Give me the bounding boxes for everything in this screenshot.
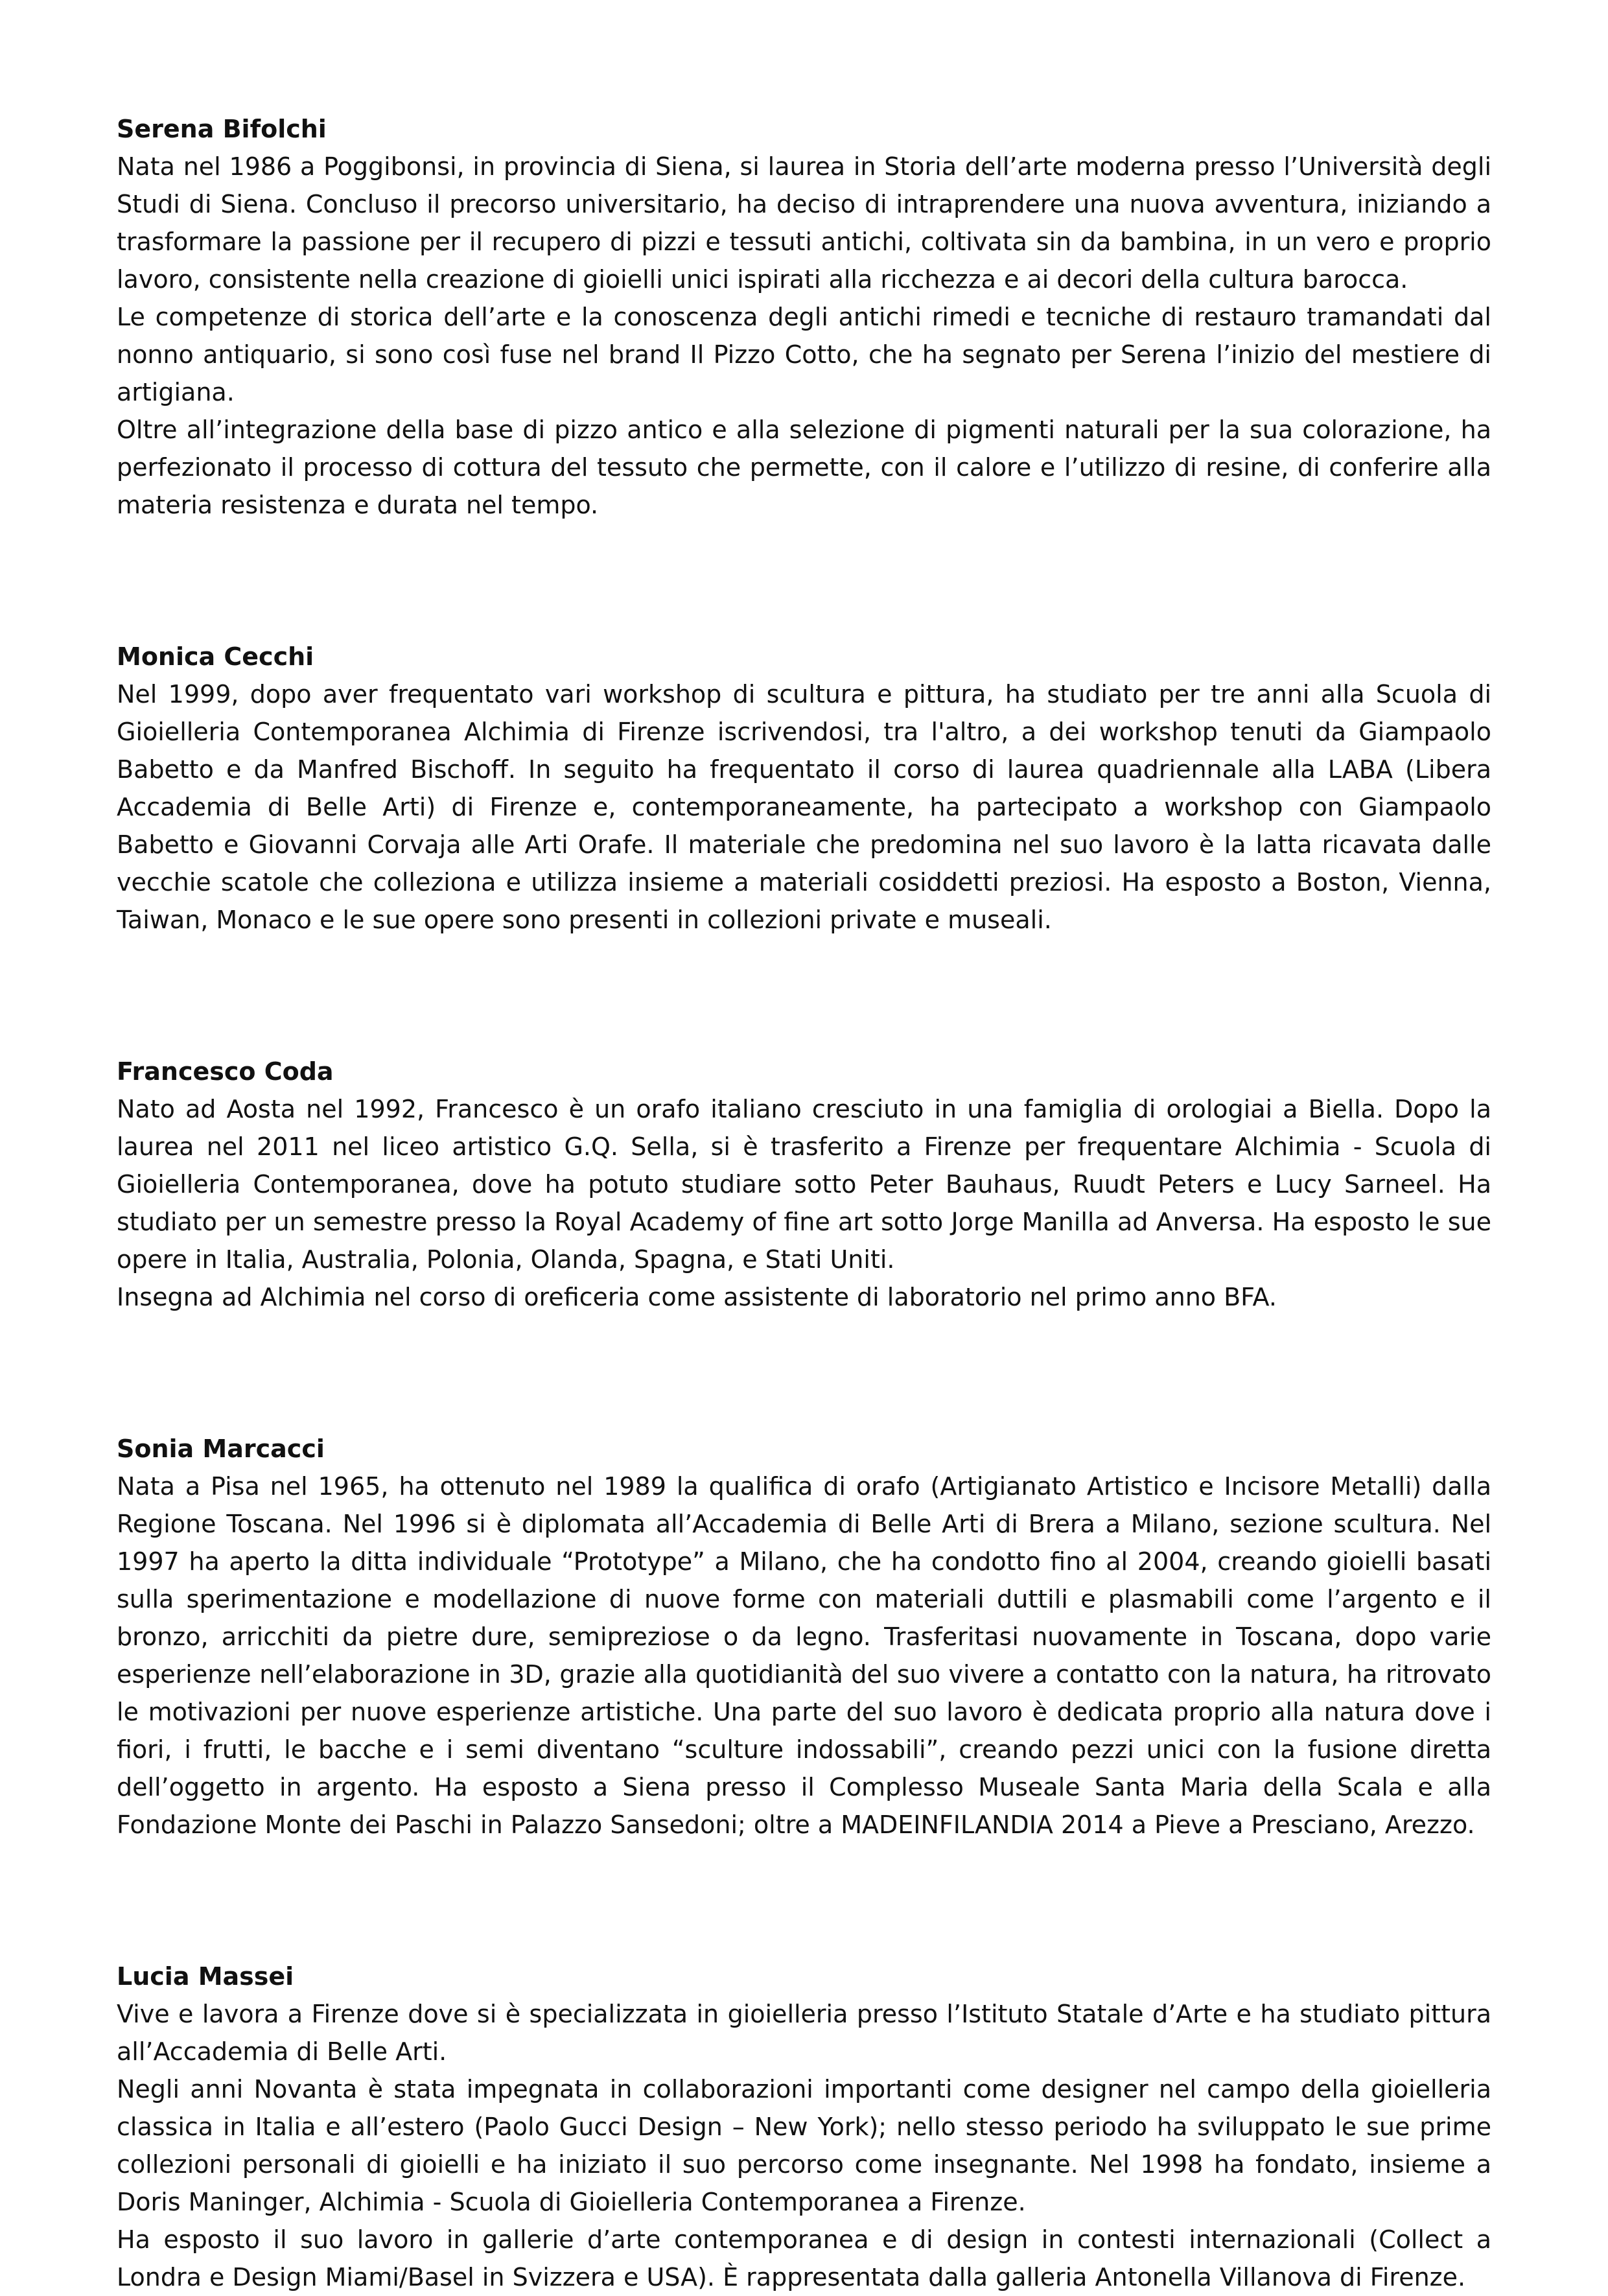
bio-section bbox=[117, 1430, 1491, 1844]
document-page bbox=[117, 110, 1491, 2296]
bio-section bbox=[117, 638, 1491, 939]
bio-name: Monica Cecchi bbox=[117, 642, 314, 671]
bio-paragraph: Vive e lavora a Firenze dove si è specializzata in gioielleria presso l’Istituto Statale d’Arte e ha studiato pittura all’Accademia di Belle Arti. bbox=[117, 2000, 1491, 2066]
bio-section bbox=[117, 1053, 1491, 1316]
bio-paragraph: Nato ad Aosta nel 1992, Francesco è un orafo italiano cresciuto in una famiglia di orologiai a Biella. Dopo la laurea nel 2011 nel liceo artistico G.Q. Sella, si è trasferito a Firenze per frequentare Alchimia - Scuola di Gioielleria Contemporanea, dove ha potuto studiare sotto Peter Bauhaus, Ruudt Peters e Lucy Sarneel. Ha studiato per un semestre presso la Royal Academy of fine art sotto Jorge Manilla ad Anversa. Ha esposto le sue opere in Italia, Australia, Polonia, Olanda, Spagna, e Stati Uniti. bbox=[117, 1095, 1491, 1274]
bio-name: Lucia Massei bbox=[117, 1962, 294, 1991]
bio-paragraph: Le competenze di storica dell’arte e la conoscenza degli antichi rimedi e tecniche di restauro tramandati dal nonno antiquario, si sono così fuse nel brand Il Pizzo Cotto, che ha segnato per Serena l’inizio del mestiere di artigiana. bbox=[117, 303, 1491, 406]
bio-name: Francesco Coda bbox=[117, 1057, 334, 1086]
bio-paragraph: Insegna ad Alchimia nel corso di oreficeria come assistente di laboratorio nel primo anno BFA. bbox=[117, 1283, 1277, 1311]
bio-section bbox=[117, 110, 1491, 524]
bio-name: Serena Bifolchi bbox=[117, 115, 327, 143]
bio-name: Sonia Marcacci bbox=[117, 1435, 325, 1463]
bio-paragraph: Ha esposto il suo lavoro in gallerie d’arte contemporanea e di design in contesti internazionali (Collect a Londra e Design Miami/Basel in Svizzera e USA). È rappresentata dalla galleria Antonella Villanova di Firenze. bbox=[117, 2225, 1491, 2291]
bio-paragraph: Oltre all’integrazione della base di pizzo antico e alla selezione di pigmenti naturali per la sua colorazione, ha perfezionato il processo di cottura del tessuto che permette, con il calore e l’utilizzo di resine, di conferire alla materia resistenza e durata nel tempo. bbox=[117, 416, 1491, 519]
bio-paragraph: Nel 1999, dopo aver frequentato vari workshop di scultura e pittura, ha studiato per tre anni alla Scuola di Gioielleria Contemporanea Alchimia di Firenze iscrivendosi, tra l'altro, a dei workshop tenuti da Giampaolo Babetto e da Manfred Bischoff. In seguito ha frequentato il corso di laurea quadriennale alla LABA (Libera Accademia di Belle Arti) di Firenze e, contemporaneamente, ha partecipato a workshop con Giampaolo Babetto e Giovanni Corvaja alle Arti Orafe. Il materiale che predomina nel suo lavoro è la latta ricavata dalle vecchie scatole che colleziona e utilizza insieme a materiali cosiddetti preziosi. Ha esposto a Boston, Vienna, Taiwan, Monaco e le sue opere sono presenti in collezioni private e museali. bbox=[117, 680, 1491, 934]
bio-paragraph: Nata nel 1986 a Poggibonsi, in provincia di Siena, si laurea in Storia dell’arte moderna presso l’Università degli Studi di Siena. Concluso il precorso universitario, ha deciso di intraprendere una nuova avventura, iniziando a trasformare la passione per il recupero di pizzi e tessuti antichi, coltivata sin da bambina, in un vero e proprio lavoro, consistente nella creazione di gioielli unici ispirati alla ricchezza e ai decori della cultura barocca. bbox=[117, 152, 1491, 294]
bio-section bbox=[117, 1958, 1491, 2296]
bio-paragraph: Nata a Pisa nel 1965, ha ottenuto nel 1989 la qualifica di orafo (Artigianato Artistico e Incisore Metalli) dalla Regione Toscana. Nel 1996 si è diplomata all’Accademia di Belle Arti di Brera a Milano, sezione scultura. Nel 1997 ha aperto la ditta individuale “Prototype” a Milano, che ha condotto fino al 2004, creando gioielli basati sulla sperimentazione e modellazione di nuove forme con materiali duttili e plasmabili come l’argento e il bronzo, arricchiti da pietre dure, semipreziose o da legno. Trasferitasi nuovamente in Toscana, dopo varie esperienze nell’elaborazione in 3D, grazie alla quotidianità del suo vivere a contatto con la natura, ha ritrovato le motivazioni per nuove esperienze artistiche. Una parte del suo lavoro è dedicata proprio alla natura dove i fiori, i frutti, le bacche e i semi diventano “sculture indossabili”, creando pezzi unici con la fusione diretta dell’oggetto in argento. Ha esposto a Siena presso il Complesso Museale Santa Maria della Scala e alla Fondazione Monte dei Paschi in Palazzo Sansedoni; oltre a MADEINFILANDIA 2014 a Pieve a Presciano, Arezzo. bbox=[117, 1472, 1491, 1839]
bio-paragraph: Negli anni Novanta è stata impegnata in collaborazioni importanti come designer nel campo della gioielleria classica in Italia e all’estero (Paolo Gucci Design – New York); nello stesso periodo ha sviluppato le sue prime collezioni personali di gioielli e ha iniziato il suo percorso come insegnante. Nel 1998 ha fondato, insieme a Doris Maninger, Alchimia - Scuola di Gioielleria Contemporanea a Firenze. bbox=[117, 2075, 1491, 2216]
